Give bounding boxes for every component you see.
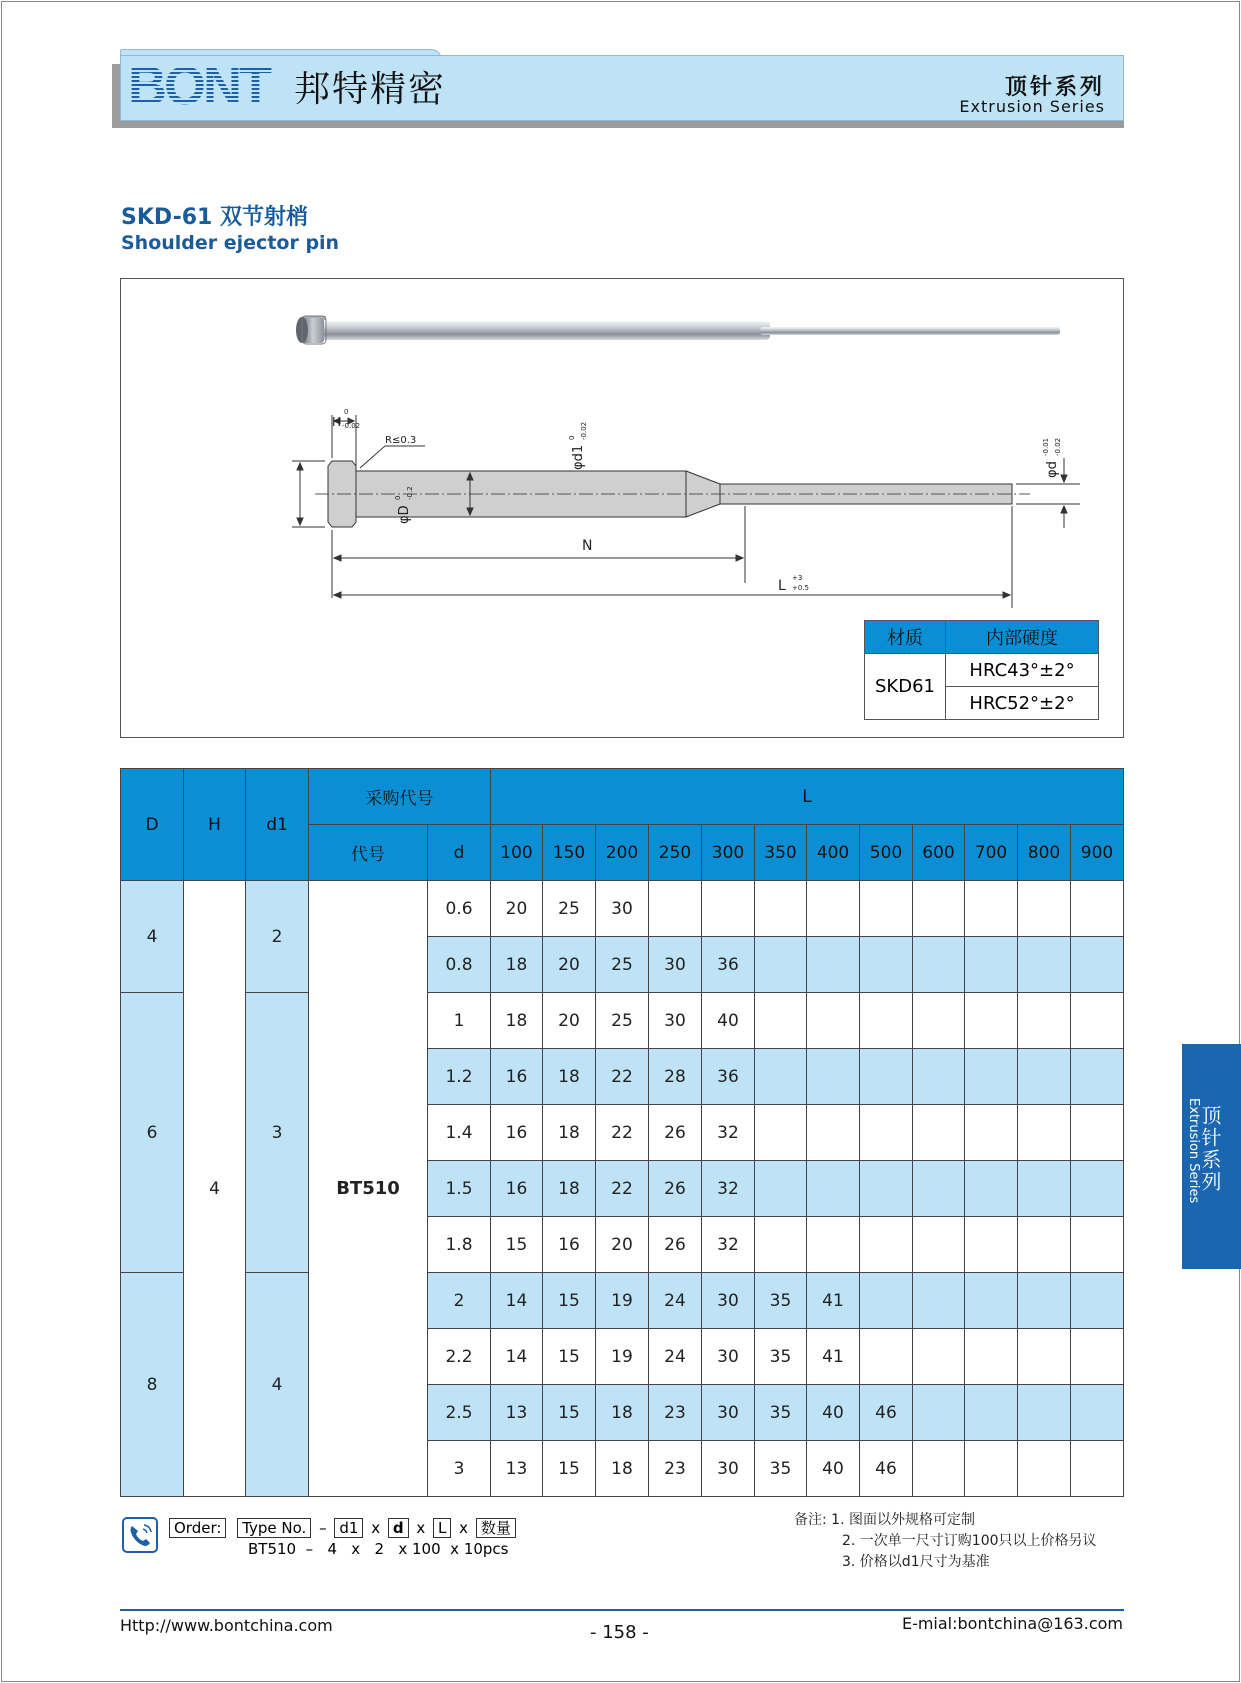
cell-price	[807, 1217, 860, 1273]
specification-table	[120, 768, 1124, 1497]
cell-price	[965, 1329, 1018, 1385]
cell-D: 4	[121, 881, 184, 993]
cell-price	[1018, 1329, 1071, 1385]
cell-price: 20	[596, 1217, 649, 1273]
dim-D: φD	[397, 505, 412, 524]
cell-price	[702, 881, 755, 937]
cell-price: 30	[649, 937, 702, 993]
cell-d: 1.2	[428, 1049, 491, 1105]
table-row	[121, 881, 1124, 937]
cell-price: 30	[702, 1329, 755, 1385]
cell-price: 14	[491, 1329, 543, 1385]
cell-price: 30	[702, 1441, 755, 1497]
order-format: Order: Type No. – d1 x d x L x 数量	[166, 1518, 519, 1538]
cell-price	[965, 1217, 1018, 1273]
cell-price: 22	[596, 1049, 649, 1105]
cell-price	[755, 937, 807, 993]
cell-price: 32	[702, 1217, 755, 1273]
svg-text:0: 0	[344, 408, 349, 416]
cell-price	[1071, 1273, 1124, 1329]
col-header-L-value: 800	[1018, 825, 1071, 881]
cell-price	[1018, 993, 1071, 1049]
cell-price: 15	[543, 1329, 596, 1385]
order-example: BT510 – 4 x 2 x 100 x 10pcs	[248, 1540, 509, 1558]
cell-D: 6	[121, 993, 184, 1273]
cell-price: 18	[543, 1161, 596, 1217]
cell-d: 2	[428, 1273, 491, 1329]
svg-text:-0.2: -0.2	[406, 486, 414, 500]
svg-text:-0.02: -0.02	[342, 422, 361, 430]
col-header-L-value: 400	[807, 825, 860, 881]
cell-price	[1018, 1385, 1071, 1441]
cell-price	[965, 1161, 1018, 1217]
col-header-L-value: 900	[1071, 825, 1124, 881]
cell-price: 25	[596, 937, 649, 993]
table-row	[121, 1273, 1124, 1329]
cell-price: 16	[491, 1105, 543, 1161]
col-header-L-value: 350	[755, 825, 807, 881]
col-header-L: L	[491, 769, 1124, 825]
cell-price: 46	[860, 1385, 913, 1441]
footer-email[interactable]: E-mial:bontchina@163.com	[901, 1614, 1123, 1633]
cell-H: 4	[184, 881, 246, 1497]
order-qty: 数量	[476, 1518, 516, 1538]
dim-d: φd	[1045, 461, 1060, 478]
svg-text:0: 0	[394, 495, 402, 500]
dim-H: H	[332, 415, 342, 429]
cell-price: 15	[543, 1385, 596, 1441]
cell-price: 41	[807, 1273, 860, 1329]
cell-price: 40	[807, 1385, 860, 1441]
cell-d1: 2	[246, 881, 309, 993]
cell-price: 26	[649, 1105, 702, 1161]
footer-divider	[120, 1609, 1124, 1611]
cell-price	[1071, 1385, 1124, 1441]
cell-price: 35	[755, 1273, 807, 1329]
col-header-D: D	[121, 769, 184, 881]
cell-price	[965, 881, 1018, 937]
cell-price	[755, 1161, 807, 1217]
dim-R: R≤0.3	[385, 435, 417, 446]
cell-price: 28	[649, 1049, 702, 1105]
cell-price: 30	[596, 881, 649, 937]
cell-price	[1018, 1217, 1071, 1273]
cell-price	[807, 1049, 860, 1105]
col-header-L-value: 150	[543, 825, 596, 881]
cell-price: 35	[755, 1385, 807, 1441]
cell-price	[1071, 993, 1124, 1049]
cell-price	[965, 937, 1018, 993]
svg-text:0: 0	[568, 435, 576, 440]
col-header-d1: d1	[246, 769, 309, 881]
svg-text:+3: +3	[792, 574, 803, 582]
product-title-cn: SKD-61 双节射梢	[121, 205, 308, 230]
cell-price	[1018, 881, 1071, 937]
cell-price: 20	[491, 881, 543, 937]
cell-price	[860, 1049, 913, 1105]
cell-price: 16	[543, 1217, 596, 1273]
bont-logo-icon	[128, 60, 288, 112]
cell-price	[965, 1385, 1018, 1441]
cell-d: 0.8	[428, 937, 491, 993]
cell-d: 3	[428, 1441, 491, 1497]
cell-price	[860, 1105, 913, 1161]
cell-price: 24	[649, 1273, 702, 1329]
cell-price: 32	[702, 1161, 755, 1217]
cell-D: 8	[121, 1273, 184, 1497]
cell-price: 19	[596, 1329, 649, 1385]
cell-price	[965, 993, 1018, 1049]
cell-price	[755, 1217, 807, 1273]
cell-price	[860, 993, 913, 1049]
cell-price: 26	[649, 1161, 702, 1217]
cell-price	[860, 1329, 913, 1385]
col-header-H: H	[184, 769, 246, 881]
dim-L: L	[778, 578, 786, 594]
dim-d1: φd1	[571, 444, 586, 470]
cell-price	[860, 1273, 913, 1329]
cell-price	[755, 1049, 807, 1105]
cell-price	[913, 1385, 965, 1441]
cell-price	[807, 937, 860, 993]
cell-price: 23	[649, 1441, 702, 1497]
phone-icon	[122, 1517, 158, 1553]
cell-price: 18	[596, 1385, 649, 1441]
cell-price	[860, 1217, 913, 1273]
cell-price	[860, 881, 913, 937]
cell-price: 15	[543, 1441, 596, 1497]
cell-d: 2.2	[428, 1329, 491, 1385]
cell-code: BT510	[309, 881, 428, 1497]
cell-price	[913, 1441, 965, 1497]
logo-wordmark: BONT	[128, 60, 269, 112]
cell-price	[860, 1161, 913, 1217]
cell-price	[755, 1105, 807, 1161]
col-header-purchase-code: 采购代号	[309, 769, 491, 825]
col-header-L-value: 700	[965, 825, 1018, 881]
cell-price	[913, 1273, 965, 1329]
cell-price: 13	[491, 1441, 543, 1497]
col-header-d: d	[428, 825, 491, 881]
cell-price	[1018, 937, 1071, 993]
cell-price	[965, 1049, 1018, 1105]
cell-price: 35	[755, 1441, 807, 1497]
cell-price: 36	[702, 1049, 755, 1105]
cell-price	[913, 1161, 965, 1217]
page-number: - 158 -	[590, 1622, 649, 1643]
cell-price: 30	[702, 1385, 755, 1441]
table-row	[121, 993, 1124, 1049]
company-name-cn: 邦特精密	[294, 68, 447, 110]
notes-label: 备注:	[794, 1512, 827, 1528]
cell-price: 19	[596, 1273, 649, 1329]
notes: 备注: 1. 图面以外规格可定制 2. 一次单一尺寸订购100只以上价格另议 3. 价格以d1尺寸为基准	[794, 1512, 1097, 1570]
cell-price: 18	[491, 937, 543, 993]
cell-price	[1071, 1049, 1124, 1105]
order-L: L	[433, 1518, 451, 1538]
cell-price: 30	[702, 1273, 755, 1329]
cell-price	[1071, 881, 1124, 937]
cell-price	[913, 937, 965, 993]
col-header-L-value: 200	[596, 825, 649, 881]
cell-price	[913, 1217, 965, 1273]
material-header: 材质	[865, 621, 946, 654]
cell-price: 18	[596, 1441, 649, 1497]
series-title-cn: 顶针系列	[1004, 75, 1105, 100]
svg-text:+0.5: +0.5	[792, 584, 809, 592]
col-header-L-value: 500	[860, 825, 913, 881]
material-table	[864, 620, 1099, 720]
pin-photo	[296, 316, 1060, 344]
cell-price: 22	[596, 1161, 649, 1217]
col-header-code: 代号	[309, 825, 428, 881]
cell-price: 18	[543, 1105, 596, 1161]
cell-price: 26	[649, 1217, 702, 1273]
cell-d1: 4	[246, 1273, 309, 1497]
hardness-value: HRC52°±2°	[946, 687, 1099, 720]
cell-d: 1	[428, 993, 491, 1049]
cell-price	[965, 1441, 1018, 1497]
cell-price: 16	[491, 1161, 543, 1217]
col-header-L-value: 600	[913, 825, 965, 881]
cell-price	[807, 881, 860, 937]
order-type-no: Type No.	[237, 1518, 311, 1538]
cell-price	[1018, 1049, 1071, 1105]
cell-price	[913, 1049, 965, 1105]
cell-price: 32	[702, 1105, 755, 1161]
cell-price: 36	[702, 937, 755, 993]
svg-text:-0.02: -0.02	[580, 421, 588, 440]
series-title-en: Extrusion Series	[959, 97, 1105, 116]
brand-logo	[128, 60, 446, 112]
cell-price: 20	[543, 993, 596, 1049]
cell-price: 25	[596, 993, 649, 1049]
order-d: d	[388, 1518, 409, 1538]
cell-price	[860, 937, 913, 993]
cell-d: 1.5	[428, 1161, 491, 1217]
cell-price	[807, 993, 860, 1049]
cell-d1: 3	[246, 993, 309, 1273]
cell-d: 2.5	[428, 1385, 491, 1441]
cell-price	[807, 1105, 860, 1161]
svg-text:-0.02: -0.02	[1054, 437, 1062, 456]
cell-price	[1018, 1441, 1071, 1497]
dim-N: N	[582, 538, 593, 554]
cell-price: 14	[491, 1273, 543, 1329]
cell-price: 24	[649, 1329, 702, 1385]
cell-price	[1071, 937, 1124, 993]
material-value: SKD61	[865, 654, 946, 720]
col-header-L-value: 300	[702, 825, 755, 881]
cell-price: 22	[596, 1105, 649, 1161]
order-d1: d1	[334, 1518, 363, 1538]
cell-price	[913, 1105, 965, 1161]
cell-price: 46	[860, 1441, 913, 1497]
order-label: Order:	[169, 1518, 226, 1538]
hardness-value: HRC43°±2°	[946, 654, 1099, 687]
cell-price: 18	[543, 1049, 596, 1105]
cell-price	[913, 1329, 965, 1385]
cell-price	[913, 881, 965, 937]
cell-price	[1018, 1273, 1071, 1329]
side-tab-en: Extrusion Series	[1186, 1098, 1201, 1204]
cell-price	[1018, 1161, 1071, 1217]
cell-price: 15	[491, 1217, 543, 1273]
cell-price: 16	[491, 1049, 543, 1105]
cell-d: 1.8	[428, 1217, 491, 1273]
cell-price	[1071, 1105, 1124, 1161]
cell-price: 20	[543, 937, 596, 993]
cell-price: 40	[807, 1441, 860, 1497]
cell-d: 0.6	[428, 881, 491, 937]
cell-price	[1071, 1441, 1124, 1497]
cell-price	[965, 1105, 1018, 1161]
cell-price	[807, 1161, 860, 1217]
cell-price: 18	[491, 993, 543, 1049]
side-tab-cn: 顶针系列	[1198, 1105, 1222, 1193]
cell-price	[965, 1273, 1018, 1329]
cell-price	[649, 881, 702, 937]
col-header-L-value: 250	[649, 825, 702, 881]
cell-price	[913, 993, 965, 1049]
product-title-en: Shoulder ejector pin	[121, 232, 340, 254]
hardness-header: 内部硬度	[946, 621, 1099, 654]
cell-price	[1071, 1329, 1124, 1385]
cell-price: 41	[807, 1329, 860, 1385]
cell-d: 1.4	[428, 1105, 491, 1161]
cell-price: 15	[543, 1273, 596, 1329]
cell-price	[1071, 1161, 1124, 1217]
cell-price	[755, 881, 807, 937]
cell-price: 30	[649, 993, 702, 1049]
footer-url[interactable]: Http://www.bontchina.com	[120, 1616, 333, 1635]
cell-price: 13	[491, 1385, 543, 1441]
cell-price	[1018, 1105, 1071, 1161]
cell-price: 23	[649, 1385, 702, 1441]
svg-text:-0.01: -0.01	[1042, 437, 1050, 456]
col-header-L-value: 100	[491, 825, 543, 881]
cell-price	[1071, 1217, 1124, 1273]
cell-price	[755, 993, 807, 1049]
cell-price: 40	[702, 993, 755, 1049]
cell-price: 35	[755, 1329, 807, 1385]
cell-price: 25	[543, 881, 596, 937]
